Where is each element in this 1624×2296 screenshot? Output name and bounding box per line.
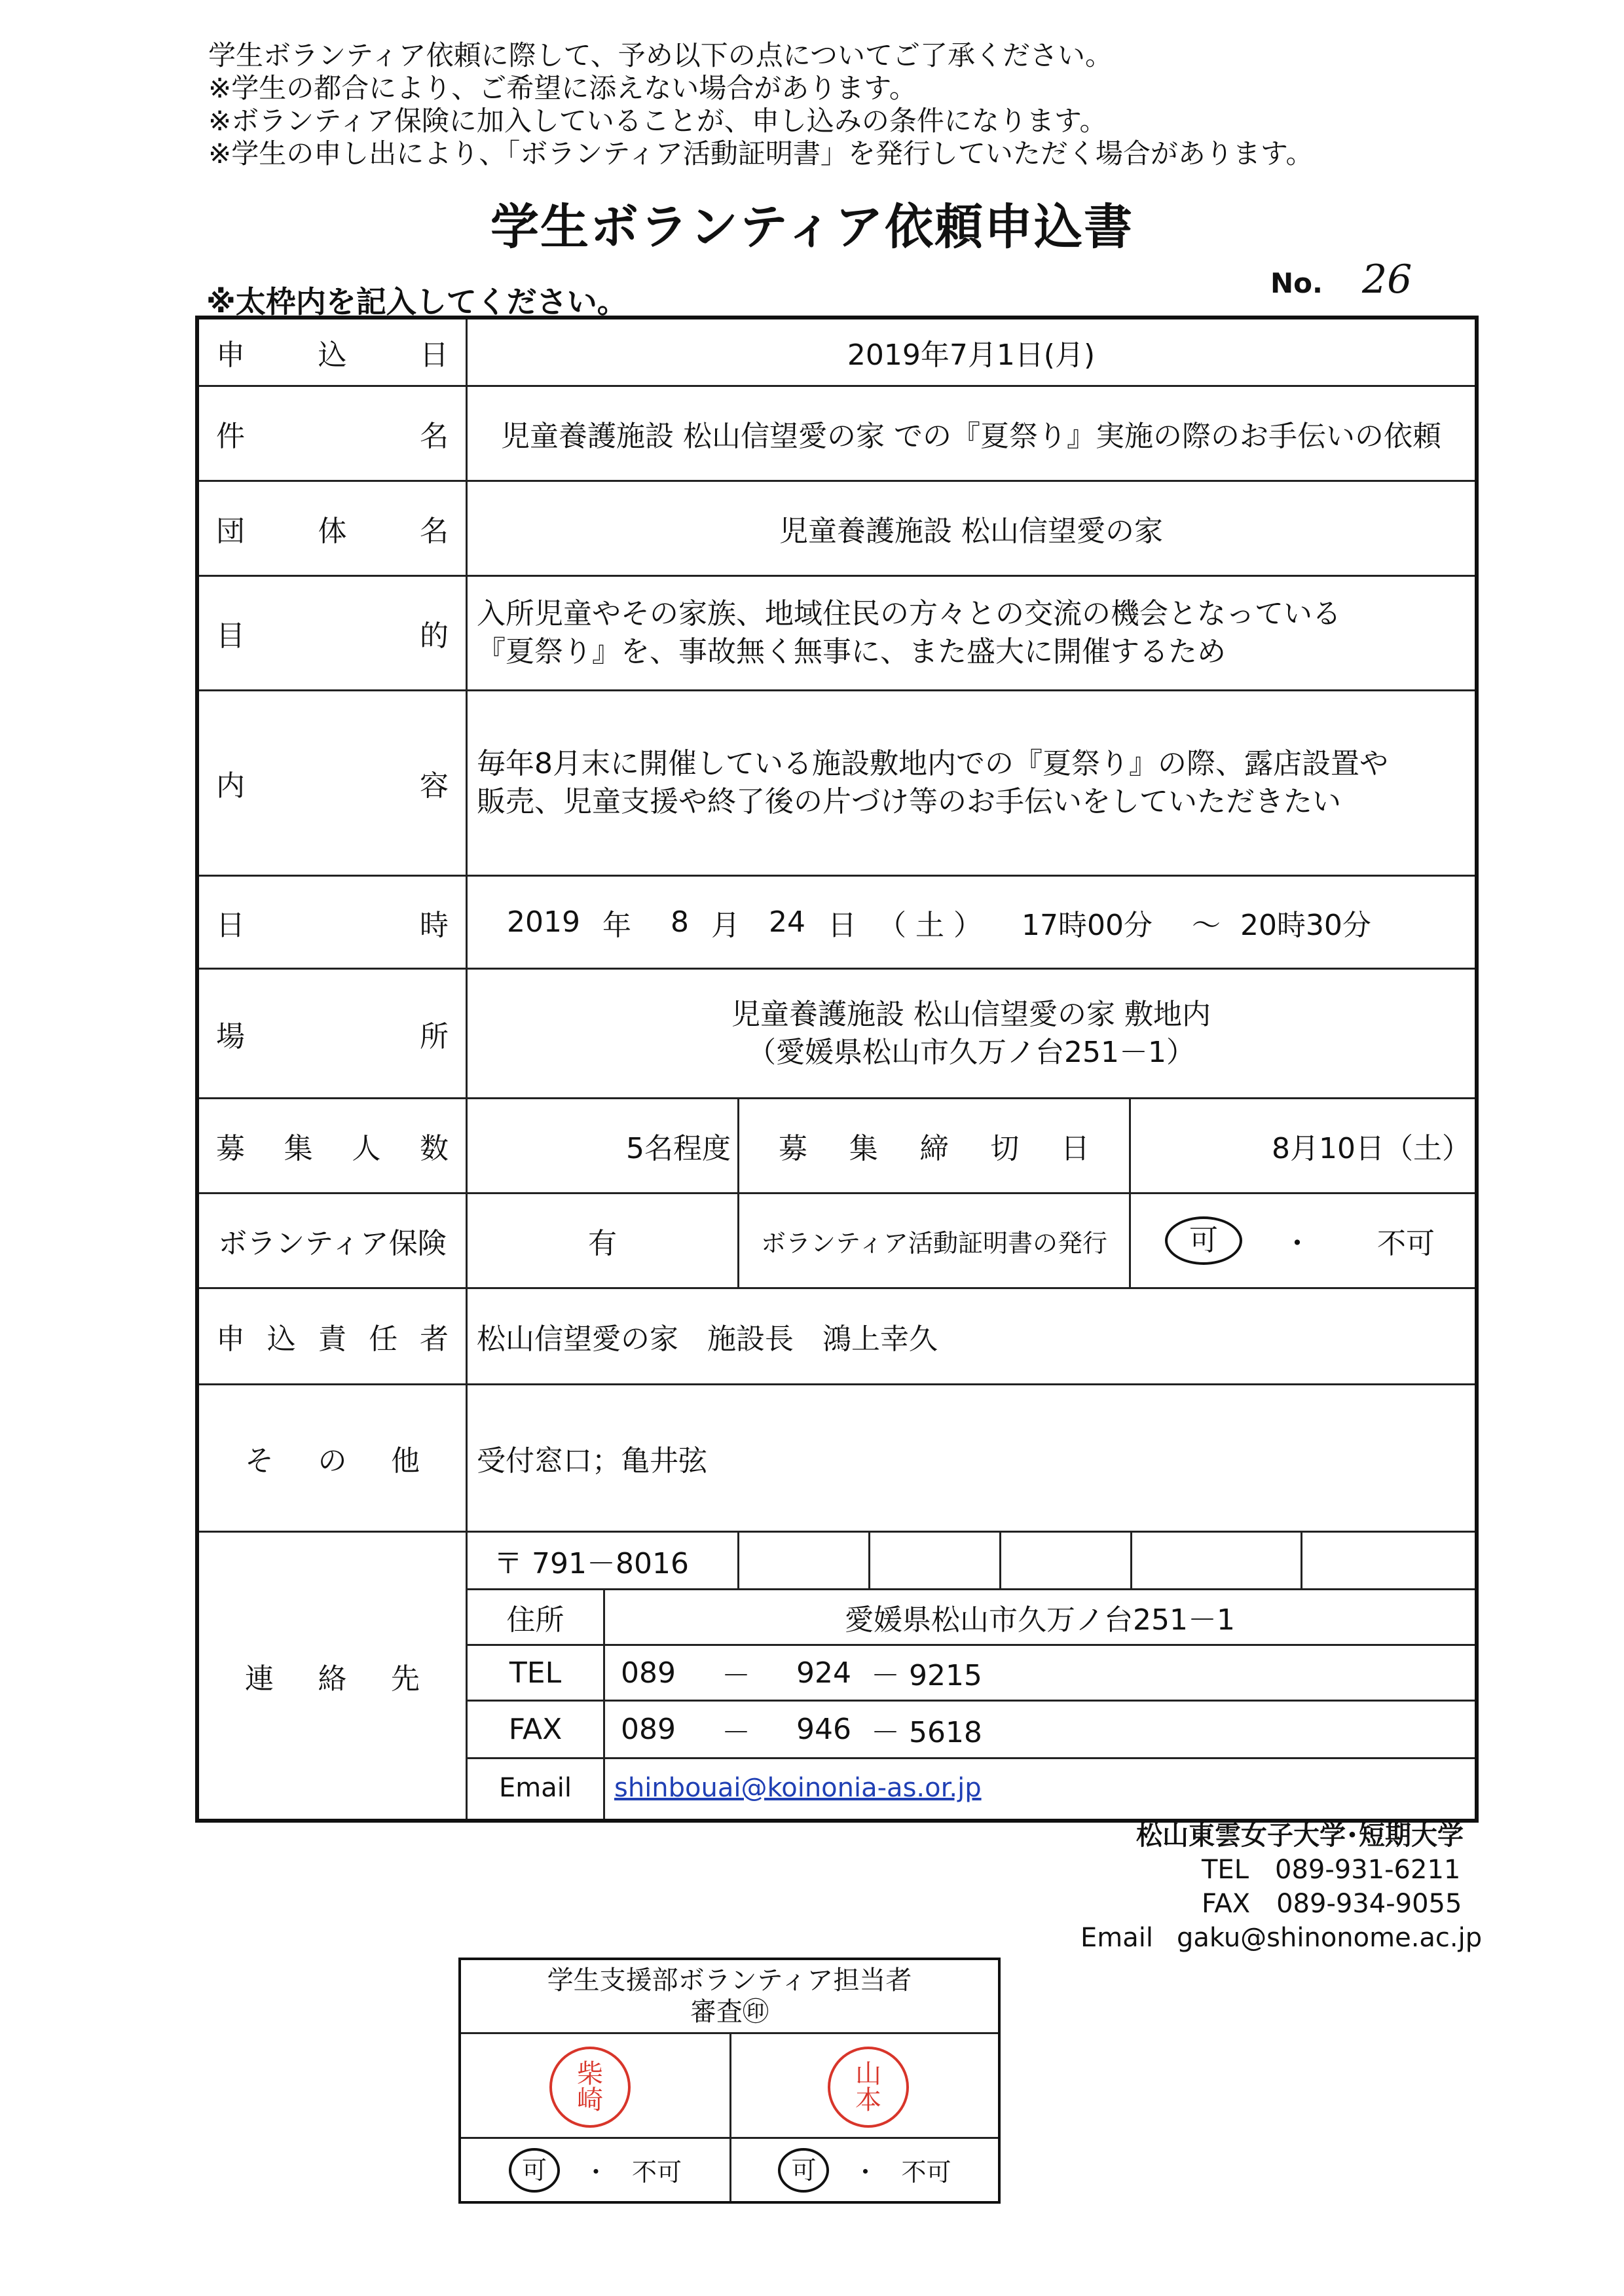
content-line: 毎年8月末に開催している施設敷地内での『夏祭り』の際、露店設置や [477, 747, 1388, 780]
approval-options-right: 可 ・ 不可 [731, 2139, 998, 2201]
certificate-option-yes: 可 [1165, 1216, 1242, 1265]
notice-block [208, 39, 1313, 170]
university-contact [1080, 1819, 1482, 1955]
postal-code: 〒 791－8016 [494, 1546, 689, 1580]
responsible-value: 松山信望愛の家 施設長 鴻上幸久 [477, 1322, 938, 1356]
tel-value: 089 － 924 － 9215 [621, 1656, 982, 1692]
notice-line: ※学生の都合により、ご希望に添えない場合があります。 [208, 72, 917, 104]
email-link[interactable]: shinbouai@koinonia-as.or.jp [614, 1773, 982, 1803]
contact-label: 連 絡 先 [245, 1662, 420, 1696]
university-name: 松山東雲女子大学･短期大学 [1136, 1821, 1464, 1851]
deadline-value: 8月10日（土） [1272, 1132, 1471, 1165]
place-line: 児童養護施設 松山信望愛の家 敷地内 [731, 997, 1211, 1031]
group-value: 児童養護施設 松山信望愛の家 [779, 515, 1163, 548]
address-label: 住所 [506, 1603, 564, 1637]
purpose-label: 目 的 [216, 619, 449, 653]
document-title: 学生ボランティア依頼申込書 [490, 199, 1134, 255]
insurance-label: ボランティア保険 [218, 1227, 447, 1260]
instruction-text: ※太枠内を記入してください。 [206, 284, 627, 319]
approval-subtitle: 審査㊞ [690, 1997, 769, 2027]
fax-label: FAX [508, 1713, 563, 1746]
deadline-label: 募 集 締 切 日 [779, 1132, 1090, 1165]
seal-stamp: 柴 崎 [549, 2047, 631, 2128]
other-value: 受付窓口；亀井弦 [477, 1444, 707, 1478]
place-value [468, 970, 1475, 1097]
event-datetime: 2019 年 8 月 24 日 （ 土 ） 17時00分 ～ 20時30分 [507, 905, 1371, 942]
purpose-line: 『夏祭り』を、事故無く無事に、また盛大に開催するため [477, 635, 1226, 668]
university-email: Email gaku@shinonome.ac.jp [1080, 1923, 1483, 1953]
email-label: Email [499, 1773, 572, 1803]
subject-label: 件 名 [216, 420, 449, 453]
university-tel: TEL 089-931-6211 [1202, 1855, 1461, 1885]
place-label: 場 所 [216, 1019, 449, 1053]
place-line: （愛媛県松山市久万ノ台251－1） [747, 1035, 1195, 1069]
application-form [195, 316, 1479, 1823]
notice-line: 学生ボランティア依頼に際して、予め以下の点についてご了承ください。 [208, 39, 1113, 71]
approval-options-left: 可 ・ 不可 [461, 2139, 729, 2201]
approval-header [461, 1960, 998, 2032]
address-value: 愛媛県松山市久万ノ台251－1 [845, 1603, 1235, 1637]
recruit-count-label: 募 集 人 数 [216, 1132, 449, 1165]
responsible-label: 申 込 責 任 者 [216, 1322, 449, 1356]
seal-stamp: 山 本 [828, 2047, 909, 2128]
notice-line: ※学生の申し出により、「ボランティア活動証明書」を発行していただく場合があります。 [208, 137, 1314, 170]
university-fax: FAX 089-934-9055 [1202, 1889, 1462, 1919]
tel-label: TEL [509, 1656, 562, 1690]
content-line: 販売、児童支援や終了後の片づけ等のお手伝いをしていただきたい [477, 785, 1341, 818]
fax-value: 089 － 946 － 5618 [621, 1713, 982, 1749]
purpose-value [477, 577, 1472, 689]
datetime-label: 日 時 [216, 908, 449, 942]
approval-title: 学生支援部ボランティア担当者 [547, 1965, 912, 1995]
application-date: 2019年7月1日(月) [847, 338, 1096, 372]
subject-value: 児童養護施設 松山信望愛の家 での『夏祭り』実施の際のお手伝いの依頼 [501, 420, 1441, 453]
group-label: 団 体 名 [216, 515, 449, 548]
notice-line: ※ボランティア保険に加入していることが、申し込みの条件になります。 [208, 105, 1107, 137]
purpose-line: 入所児童やその家族、地域住民の方々との交流の機会となっている [477, 597, 1341, 630]
certificate-options: 可 ・ 不可 [1131, 1194, 1475, 1287]
approval-box [458, 1958, 1001, 2204]
certificate-option-no: 不可 [1377, 1227, 1435, 1260]
date-label: 申 込 日 [216, 338, 449, 372]
recruit-count-value: 5名程度 [626, 1132, 731, 1165]
content-value [477, 691, 1472, 875]
content-label: 内 容 [216, 769, 449, 803]
serial-label: No. [1270, 267, 1323, 299]
insurance-value: 有 [588, 1227, 617, 1260]
serial-number: 26 [1362, 257, 1412, 302]
other-label: そ の 他 [245, 1444, 420, 1478]
certificate-label: ボランティア活動証明書の発行 [761, 1228, 1107, 1258]
